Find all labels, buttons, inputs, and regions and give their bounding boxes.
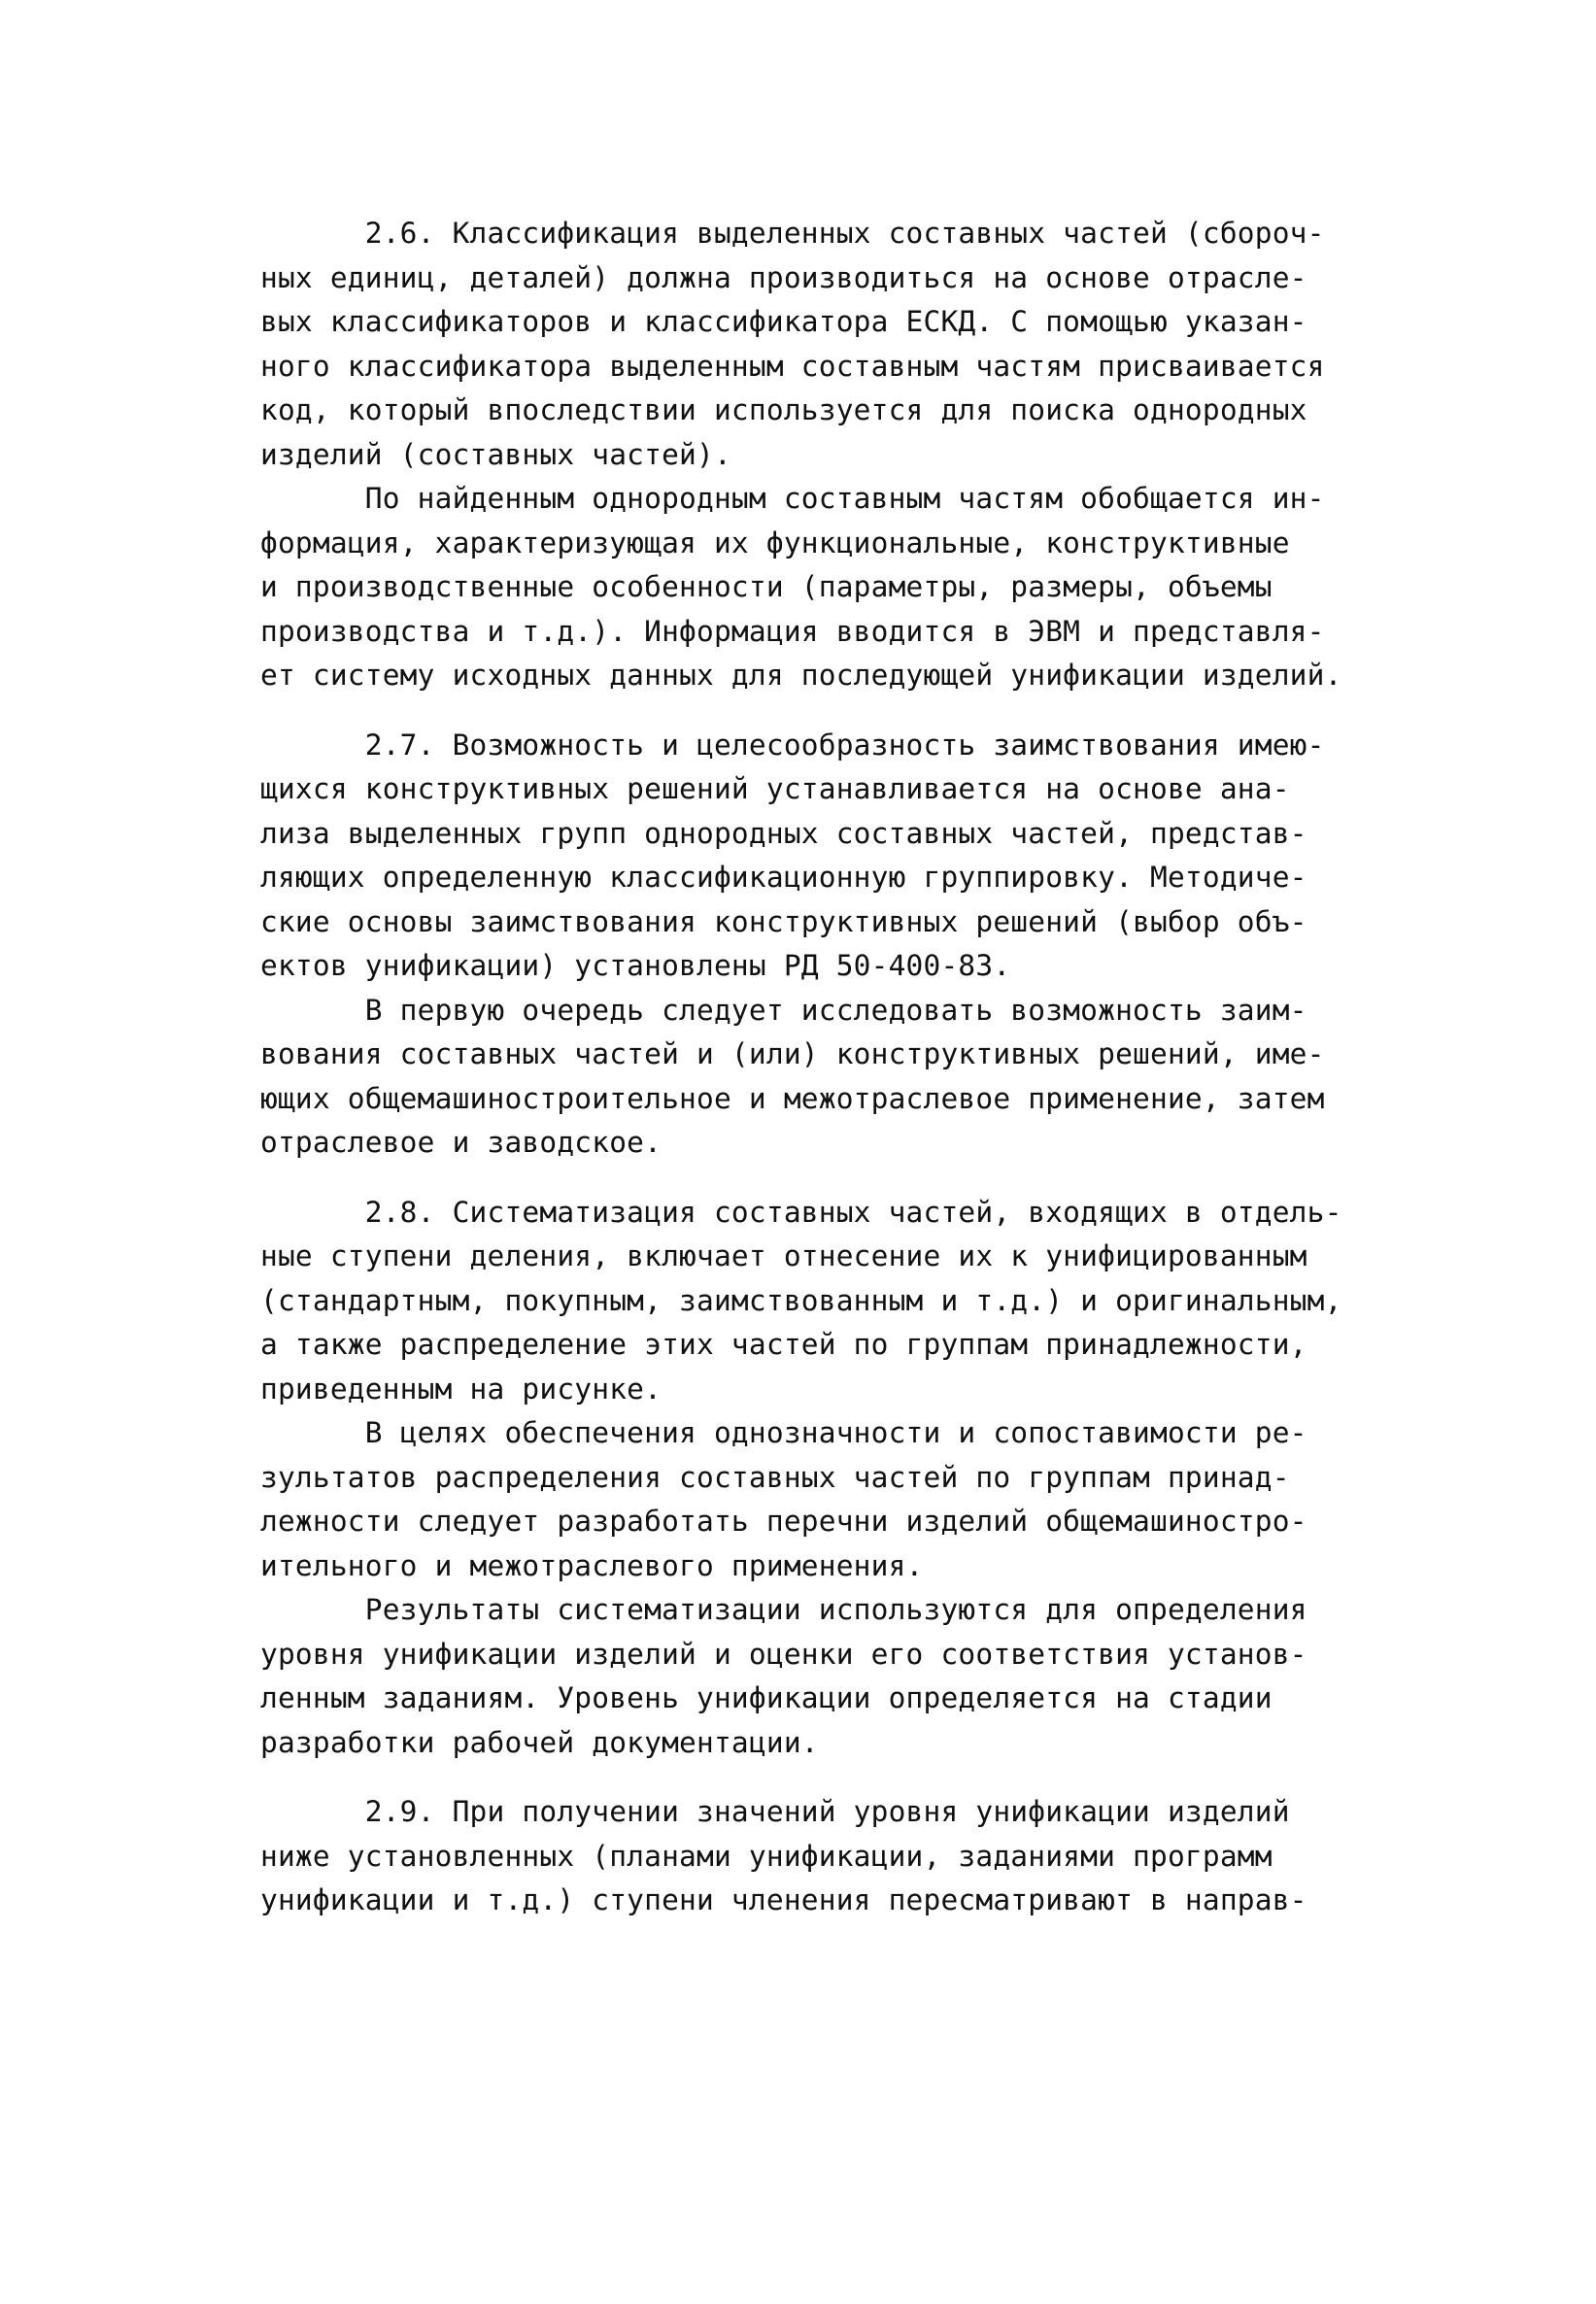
text-line: отраслевое и заводское. (260, 1126, 662, 1159)
text-line: разработки рабочей документации. (260, 1725, 819, 1759)
paragraph-2-6 (260, 212, 1348, 477)
text-line: ниже установленных (планами унификации, заданиями программ (260, 1839, 1273, 1873)
text-line: ленным заданиям. Уровень унификации определяется на стадии (260, 1681, 1273, 1714)
text-line: ские основы заимствования конструктивных решений (выбор объ- (260, 904, 1307, 938)
text-line: ляющих определенную классификационную группировку. Методиче- (260, 861, 1307, 894)
text-line: ных единиц, деталей) должна производиться на основе отрасле- (260, 260, 1307, 294)
text-line: формация, характеризующая их функциональные, конструктивные (260, 525, 1290, 559)
text-line: вования составных частей и (или) конструктивных решений, име- (260, 1037, 1325, 1070)
paragraph-gap (260, 1765, 1348, 1790)
text-line: (стандартным, покупным, заимствованным и т.д.) и оригинальным, (260, 1283, 1342, 1317)
text-line: ные ступени деления, включает отнесение их к унифицированным (260, 1239, 1307, 1272)
paragraph-2-8-b (260, 1411, 1348, 1588)
paragraph-gap (260, 698, 1348, 724)
text-line: ного классификатора выделенным составным частям присваивается (260, 349, 1325, 383)
text-line: код, который впоследствии используется для поиска однородных (260, 393, 1307, 426)
text-line: В целях обеспечения однозначности и сопоставимости ре- (260, 1416, 1307, 1449)
text-line: а также распределение этих частей по группам принадлежности, (260, 1328, 1307, 1361)
document-body (260, 212, 1348, 1923)
text-line: ет систему исходных данных для последующей унификации изделий. (260, 659, 1342, 692)
text-line: уровня унификации изделий и оценки его соответствия установ- (260, 1637, 1307, 1671)
paragraph-gap (260, 1166, 1348, 1191)
text-line: ительного и межотраслевого применения. (260, 1548, 924, 1582)
text-line: щихся конструктивных решений устанавливается на основе ана- (260, 772, 1290, 805)
text-line: В первую очередь следует исследовать возможность заим- (260, 993, 1307, 1027)
text-line: лиза выделенных групп однородных составных частей, представ- (260, 816, 1307, 850)
text-line: производства и т.д.). Информация вводится в ЭВМ и представля- (260, 614, 1325, 648)
paragraph-2-6-b (260, 477, 1348, 698)
paragraph-2-9 (260, 1790, 1348, 1923)
paragraph-2-8 (260, 1191, 1348, 1412)
text-line: лежности следует разработать перечни изделий общемашиностро- (260, 1505, 1307, 1538)
text-line: унификации и т.д.) ступени членения пересматривают в направ- (260, 1883, 1307, 1916)
text-line: изделий (составных частей). (260, 437, 731, 471)
text-line: По найденным однородным составным частям обобщается ин- (260, 482, 1325, 515)
text-line: Результаты систематизации используются для определения (260, 1593, 1307, 1626)
text-line: приведенным на рисунке. (260, 1372, 662, 1406)
paragraph-2-7 (260, 724, 1348, 989)
text-line: и производственные особенности (параметры, размеры, объемы (260, 570, 1273, 603)
text-line: 2.7. Возможность и целесообразность заимствования имею- (260, 728, 1325, 762)
text-line: ющих общемашиностроительное и межотраслевое применение, затем (260, 1081, 1325, 1115)
text-line: ектов унификации) установлены РД 50-400-83. (260, 949, 1011, 982)
text-line: 2.6. Классификация выделенных составных частей (сбороч- (260, 217, 1325, 250)
text-line: 2.8. Систематизация составных частей, входящих в отдель- (260, 1195, 1342, 1229)
paragraph-2-8-c (260, 1588, 1348, 1765)
text-line: зультатов распределения составных частей по группам принад- (260, 1460, 1290, 1494)
text-line: 2.9. При получении значений уровня унификации изделий (260, 1795, 1290, 1828)
text-line: вых классификаторов и классификатора ЕСКД. С помощью указан- (260, 305, 1307, 338)
paragraph-2-7-b (260, 989, 1348, 1166)
